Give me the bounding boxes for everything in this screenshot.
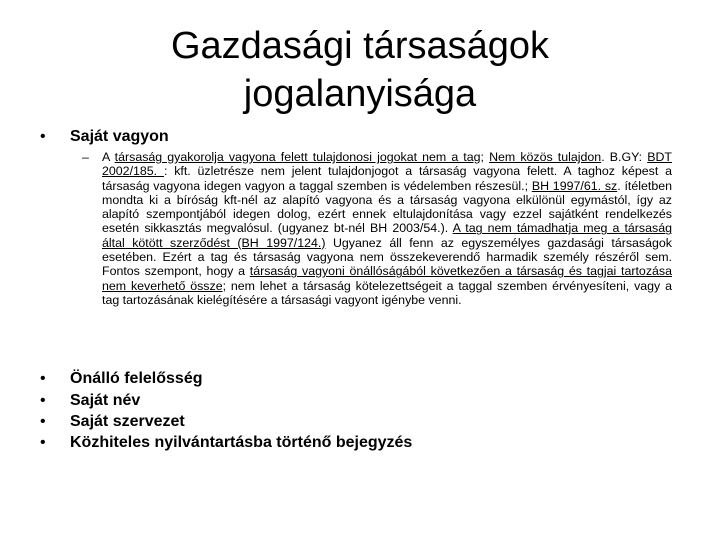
bullet-label: Közhiteles nyilvántartásba történő bejegyzés bbox=[70, 434, 413, 451]
bullet-item-önálló-felelősség bbox=[40, 369, 202, 389]
text-run: Ugyanez áll fenn az egyszemélyes gazdasági társaságok esetében. Ezért a tag és társaság vagyona nem összekeverendő harmadik személy részéről sem. Fontos szempont, hogy a bbox=[102, 235, 672, 279]
dash-icon: – bbox=[82, 150, 89, 164]
text-run: . ítéletben mondta ki a bíróság kft-nél az alapító vagyona és a társaság vagyona elkülönül egymástól, így az alapító szempontjából idegen dolog, ezért ennek eltulajdonítása vagy ezzel sajátként rendelkezés esetén sikkasztás megvalósul. (ugyanez bt-nél BH 2003/54.). bbox=[102, 178, 672, 236]
underlined-text-run: A tag nem támadhatja meg a társaság által kötött szerződést (BH 1997/124.) bbox=[102, 221, 672, 250]
text-run: . B.GY: bbox=[601, 150, 648, 164]
bullet-label: Saját szervezet bbox=[70, 413, 185, 430]
bullet-item-közhiteles-nyilvántartás bbox=[40, 433, 412, 453]
bullet-item-saját-vagyon bbox=[40, 127, 169, 147]
text-run: nem lehet a társaság kötelezettségeit a taggal szemben érvényesíteni, vagy a tag tartozásának kielégítésére a társasági vagyont igénybe venni. bbox=[102, 278, 672, 307]
underlined-text-run: társaság gyakorolja vagyona felett tulajdonosi jogokat nem a tag bbox=[114, 150, 481, 164]
sub-bullet-text bbox=[102, 150, 672, 307]
slide-title bbox=[60, 22, 660, 118]
slide-title-line-2: jogalanyisága bbox=[243, 73, 477, 115]
underlined-text-run: Nem közös tulajdon bbox=[489, 150, 602, 164]
bullet-item-saját-szervezet bbox=[40, 412, 185, 432]
bullet-item-saját-név bbox=[40, 391, 140, 411]
sub-bullet-paragraph bbox=[82, 150, 672, 307]
bullet-icon: • bbox=[40, 128, 46, 145]
bullet-label: Saját név bbox=[70, 392, 141, 409]
bullet-icon: • bbox=[40, 392, 46, 409]
underlined-text-run: BH 1997/61. sz bbox=[531, 178, 618, 193]
slide-title-line-1: Gazdasági társaságok bbox=[170, 25, 550, 67]
underlined-text-run: BDT 2002/185. bbox=[102, 150, 672, 179]
text-run: A bbox=[102, 150, 115, 164]
bullet-icon: • bbox=[40, 434, 46, 451]
text-run: ; bbox=[480, 150, 490, 164]
bullet-icon: • bbox=[40, 413, 46, 430]
text-run: : kft. üzletrésze nem jelent tulajdonjogot a társaság vagyona felett. A taghoz képest a társaság vagyona idegen vagyon a taggal szemben is védelemben részesül.; bbox=[102, 164, 672, 193]
bullet-icon: • bbox=[40, 370, 46, 387]
underlined-text-run: társaság vagyoni önállóságából következően a társaság és tagjai tartozása nem keverhető össze; bbox=[102, 264, 672, 293]
bullet-label: Önálló felelősség bbox=[70, 370, 203, 387]
bullet-label: Saját vagyon bbox=[70, 128, 169, 145]
